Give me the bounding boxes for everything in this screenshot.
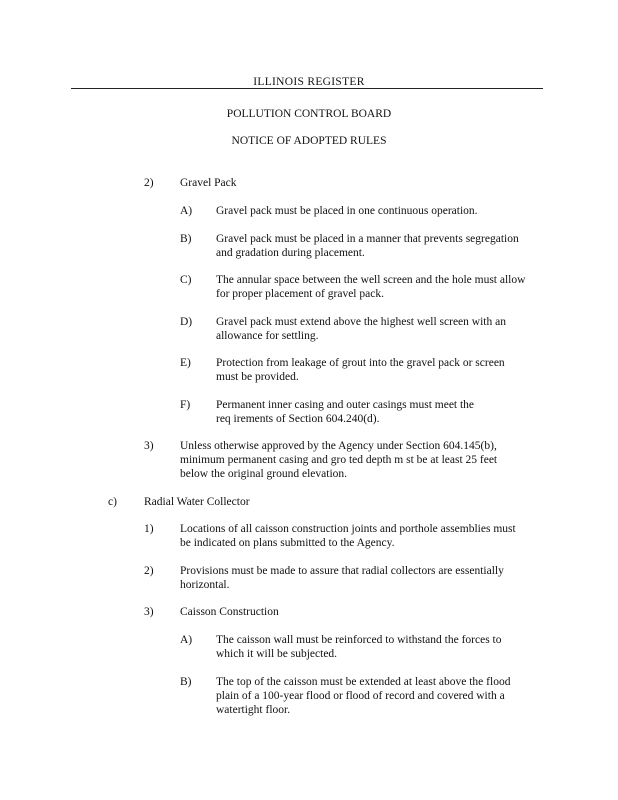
item-number: A) <box>180 634 193 646</box>
item-number: E) <box>180 357 191 369</box>
agency-title: POLLUTION CONTROL BOARD <box>226 108 392 120</box>
notice-title: NOTICE OF ADOPTED RULES <box>231 135 387 147</box>
item-text: The top of the caisson must be extended at least above the flood <box>216 676 511 688</box>
item-number: C) <box>180 274 192 286</box>
item-text: watertight floor. <box>216 704 291 716</box>
item-number: 3) <box>144 606 154 618</box>
item-text: Permanent inner casing and outer casings must meet the <box>216 399 475 411</box>
item-number: B) <box>180 676 192 688</box>
item-text: Gravel pack must extend above the highest well screen with an <box>216 316 506 328</box>
item-text: Protection from leakage of grout into the gravel pack or screen <box>216 357 505 369</box>
item-text: which it will be subjected. <box>216 648 338 660</box>
item-text: Unless otherwise approved by the Agency under Section 604.145(b), <box>180 440 497 452</box>
item-text: below the original ground elevation. <box>180 468 348 480</box>
item-number: F) <box>180 399 191 411</box>
item-number: 2) <box>144 565 154 577</box>
item-text: must be provided. <box>216 371 299 383</box>
item-text: minimum permanent casing and gro ted depth m st be at least 25 feet <box>180 454 498 466</box>
item-text: and gradation during placement. <box>216 247 365 259</box>
item-number: 3) <box>144 440 154 452</box>
item-text: plain of a 100-year flood or flood of record and covered with a <box>216 690 505 702</box>
section-title: Radial Water Collector <box>144 496 250 508</box>
header-rule <box>71 88 543 89</box>
item-text: Provisions must be made to assure that radial collectors are essentially <box>180 565 504 577</box>
item-text: for proper placement of gravel pack. <box>216 288 384 300</box>
item-text: Gravel pack must be placed in a manner that prevents segregation <box>216 233 519 245</box>
item-number: A) <box>180 205 193 217</box>
item-text: The annular space between the well screen and the hole must allow <box>216 274 526 286</box>
item-text: req irements of Section 604.240(d). <box>216 413 380 425</box>
item-text: Locations of all caisson construction joints and porthole assemblies must <box>180 523 516 535</box>
register-title: ILLINOIS REGISTER <box>253 76 365 88</box>
item-number: 2) <box>144 177 154 189</box>
item-text: be indicated on plans submitted to the Agency. <box>180 537 395 549</box>
item-text: The caisson wall must be reinforced to withstand the forces to <box>216 634 502 646</box>
item-text: allowance for settling. <box>216 330 319 342</box>
item-text: Caisson Construction <box>180 606 279 618</box>
item-text: horizontal. <box>180 579 230 591</box>
item-text: Gravel pack must be placed in one continuous operation. <box>216 205 478 217</box>
section-number: c) <box>108 496 117 508</box>
item-text: Gravel Pack <box>180 177 237 189</box>
item-number: B) <box>180 233 192 245</box>
item-number: 1) <box>144 523 154 535</box>
item-number: D) <box>180 316 193 328</box>
